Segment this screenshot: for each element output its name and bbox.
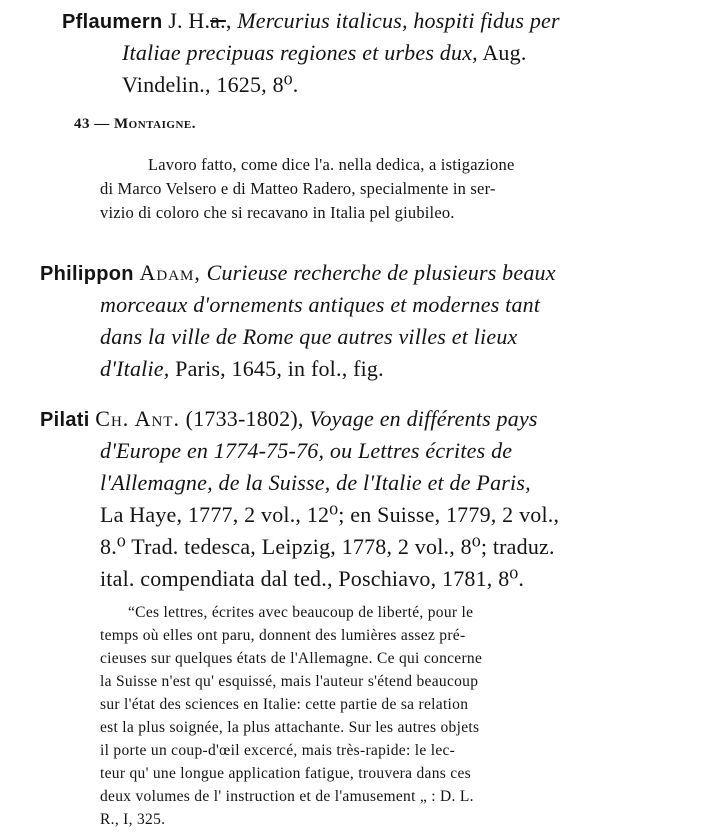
note-line: vizio di coloro che si recavano in Italia pel giubileo. xyxy=(100,203,455,222)
note-line: di Marco Velsero e di Matteo Radero, specialmente in ser- xyxy=(100,179,496,198)
quote-line: temps où elles ont paru, donnent des lumières assez pré- xyxy=(100,627,466,644)
entry-philippon-line-2 xyxy=(100,290,540,320)
quote-line: “Ces lettres, écrites avec beaucoup de liberté, pour le xyxy=(128,604,474,621)
title-text: Voyage en différents pays xyxy=(309,406,538,431)
entry-pflaumern-line-2 xyxy=(122,38,527,68)
title-text: dans la ville de Rome que autres villes et lieux xyxy=(100,324,518,349)
quote-line: R., I, 325. xyxy=(100,811,166,828)
quote-line: cieuses sur quelques états de l'Allemagne. Ce qui concerne xyxy=(100,650,483,667)
title-text: Mercurius italicus, hospiti fidus per xyxy=(237,8,560,33)
imprint-text: La Haye, 1777, 2 vol., 12⁰; en Suisse, 1779, 2 vol., xyxy=(100,502,560,527)
entry-pflaumern-line-1: Pflaumern J. H.a., Mercurius italicus, hospiti fidus per xyxy=(62,8,560,33)
title-text: d'Italie, xyxy=(100,356,170,381)
entry-pilati-line-2 xyxy=(100,436,512,466)
author-forename: Adam, xyxy=(139,260,201,285)
imprint-text: 8.⁰ Trad. tedesca, Leipzig, 1778, 2 vol., 8⁰; traduz. xyxy=(100,534,555,559)
title-text: Curieuse recherche de plusieurs beaux xyxy=(206,260,556,285)
entry-philippon-line-1 xyxy=(40,258,556,289)
quote-line: teur qu' une longue application fatigue, trouvera dans ces xyxy=(100,765,471,782)
struck-initials: a. xyxy=(210,8,226,33)
entry-pilati-line-1 xyxy=(40,404,538,435)
quote-line: il porte un coup-d'œil excercé, mais très-rapide: le lec- xyxy=(100,742,456,759)
author-name: Pflaumern xyxy=(62,11,163,33)
entry-pilati-line-3 xyxy=(100,468,531,498)
title-text: Italiae precipuas regiones et urbes dux, xyxy=(122,40,478,65)
author-forename: Ch. Ant. xyxy=(95,406,180,431)
quote-line: est la plus soignée, la plus attachante. Sur les autres objets xyxy=(100,719,480,736)
quote-line: sur l'état des sciences en Italie: cette partie de sa relation xyxy=(100,696,469,713)
author-initials: J. H. xyxy=(168,8,211,33)
entry-pilati-line-4 xyxy=(100,500,559,530)
title-text: morceaux d'ornements antiques et modernes tant xyxy=(100,292,541,317)
quote-line: la Suisse n'est qu' esquissé, mais l'auteur s'étend beaucoup xyxy=(100,673,479,690)
imprint-text: Aug. xyxy=(477,40,527,65)
quote-line: deux volumes de l' instruction et de l'amusement „ : D. L. xyxy=(100,788,474,805)
author-dates: (1733-1802), xyxy=(179,406,304,431)
entry-pflaumern-line-3 xyxy=(122,70,299,100)
entry-number xyxy=(74,116,196,133)
entry-philippon-line-4 xyxy=(100,354,384,384)
title-text: l'Allemagne, de la Suisse, de l'Italie et de Paris, xyxy=(100,470,531,495)
author-name: Philippon xyxy=(40,263,134,285)
entry-number-label: Montaigne. xyxy=(114,116,196,132)
entry-philippon-line-3 xyxy=(100,322,518,352)
entry-pilati-line-6 xyxy=(100,564,524,594)
imprint-text: Vindelin., 1625, 8⁰. xyxy=(122,72,299,97)
entry-number-dash: — xyxy=(90,116,114,132)
author-name: Pilati xyxy=(40,409,90,431)
note-line: Lavoro fatto, come dice l'a. nella dedica, a istigazione xyxy=(148,155,515,174)
imprint-text: Paris, 1645, in fol., fig. xyxy=(169,356,384,381)
imprint-text: ital. compendiata dal ted., Poschiavo, 1781, 8⁰. xyxy=(100,566,525,591)
entry-number-value: 43 xyxy=(74,116,90,132)
entry-pilati-line-5 xyxy=(100,532,555,562)
title-text: d'Europe en 1774-75-76, ou Lettres écrites de xyxy=(100,438,513,463)
